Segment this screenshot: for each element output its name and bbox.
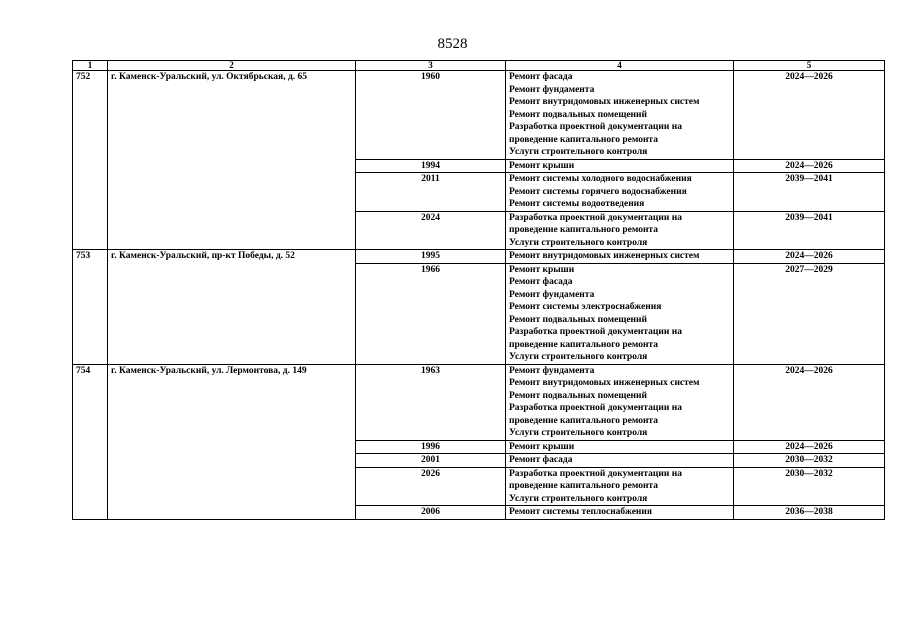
object-address: г. Каменск-Уральский, ул. Октябрьская, д. 65	[108, 71, 356, 250]
object-number: 753	[73, 250, 108, 365]
period-cell: 2039—2041	[734, 173, 885, 212]
works-cell	[506, 71, 734, 160]
work-item: Разработка проектной документации на	[509, 327, 682, 337]
page-number: 8528	[437, 36, 468, 52]
work-item: проведение капитального ремонта	[509, 134, 658, 145]
work-item: Ремонт фундамента	[509, 365, 595, 376]
work-item: проведение капитального ремонта	[509, 339, 658, 350]
works-cell	[506, 159, 734, 173]
works-cell	[506, 454, 734, 468]
work-item: проведение капитального ремонта	[509, 481, 658, 491]
work-item: Ремонт системы теплоснабжения	[509, 507, 653, 517]
work-item: Услуги строительного контроля	[509, 352, 648, 362]
table-row	[73, 71, 885, 160]
year-cell: 1996	[356, 440, 506, 454]
period-cell: 2030—2032	[734, 467, 885, 506]
work-item: Разработка проектной документации на	[509, 403, 682, 413]
works-cell	[506, 250, 734, 264]
header-col-1: 1	[73, 61, 108, 71]
works-cell	[506, 211, 734, 250]
work-item: Разработка проектной документации на	[509, 212, 682, 223]
works-cell	[506, 263, 734, 364]
year-cell: 1963	[356, 364, 506, 440]
work-item: Ремонт фасада	[509, 277, 573, 287]
work-item: Ремонт внутридомовых инженерных систем	[509, 251, 700, 261]
period-cell: 2024—2026	[734, 364, 885, 440]
work-item: Ремонт крыши	[509, 441, 575, 452]
work-item: Разработка проектной документации на	[509, 122, 682, 132]
work-item: Ремонт системы водоотведения	[509, 199, 645, 209]
period-cell: 2027—2029	[734, 263, 885, 364]
table-row	[73, 250, 885, 264]
work-item: Ремонт системы горячего водоснабжения	[509, 186, 687, 197]
object-number: 754	[73, 364, 108, 519]
works-cell	[506, 440, 734, 454]
year-cell: 2011	[356, 173, 506, 212]
works-cell	[506, 506, 734, 520]
work-item: проведение капитального ремонта	[509, 415, 658, 426]
work-item: Ремонт фундамента	[509, 289, 595, 300]
work-item: Ремонт подвальных помещений	[509, 314, 647, 325]
work-item: Ремонт системы электроснабжения	[509, 302, 662, 312]
work-item: Услуги строительного контроля	[509, 147, 648, 157]
table-body	[73, 61, 885, 520]
works-cell	[506, 467, 734, 506]
object-address: г. Каменск-Уральский, пр-кт Победы, д. 52	[108, 250, 356, 365]
year-cell: 2001	[356, 454, 506, 468]
period-cell: 2024—2026	[734, 440, 885, 454]
repair-schedule-table	[72, 60, 885, 520]
period-cell: 2030—2032	[734, 454, 885, 468]
year-cell: 1966	[356, 263, 506, 364]
work-item: Услуги строительного контроля	[509, 428, 648, 438]
table-row	[73, 364, 885, 440]
year-cell: 2026	[356, 467, 506, 506]
year-cell: 1994	[356, 159, 506, 173]
period-cell: 2024—2026	[734, 250, 885, 264]
header-col-3: 3	[356, 61, 506, 71]
work-item: Ремонт фундамента	[509, 84, 595, 95]
work-item: проведение капитального ремонта	[509, 225, 658, 235]
object-number: 752	[73, 71, 108, 250]
period-cell: 2024—2026	[734, 159, 885, 173]
work-item: Ремонт крыши	[509, 160, 575, 171]
work-item: Ремонт фасада	[509, 72, 573, 82]
header-col-4: 4	[506, 61, 734, 71]
header-col-5: 5	[734, 61, 885, 71]
header-col-2: 2	[108, 61, 356, 71]
period-cell: 2024—2026	[734, 71, 885, 160]
work-item: Услуги строительного контроля	[509, 237, 648, 248]
work-item: Ремонт внутридомовых инженерных систем	[509, 97, 700, 107]
period-cell: 2036—2038	[734, 506, 885, 520]
work-item: Ремонт подвальных помещений	[509, 390, 647, 401]
object-address: г. Каменск-Уральский, ул. Лермонтова, д. 149	[108, 364, 356, 519]
work-item: Услуги строительного контроля	[509, 493, 648, 504]
work-item: Ремонт системы холодного водоснабжения	[509, 174, 692, 184]
year-cell: 2024	[356, 211, 506, 250]
works-cell	[506, 173, 734, 212]
work-item: Ремонт фасада	[509, 455, 573, 465]
work-item: Разработка проектной документации на	[509, 468, 682, 479]
work-item: Ремонт крыши	[509, 264, 575, 275]
works-cell	[506, 364, 734, 440]
work-item: Ремонт внутридомовых инженерных систем	[509, 378, 700, 388]
year-cell: 2006	[356, 506, 506, 520]
header-row	[73, 61, 885, 71]
period-cell: 2039—2041	[734, 211, 885, 250]
work-item: Ремонт подвальных помещений	[509, 109, 647, 120]
year-cell: 1995	[356, 250, 506, 264]
year-cell: 1960	[356, 71, 506, 160]
